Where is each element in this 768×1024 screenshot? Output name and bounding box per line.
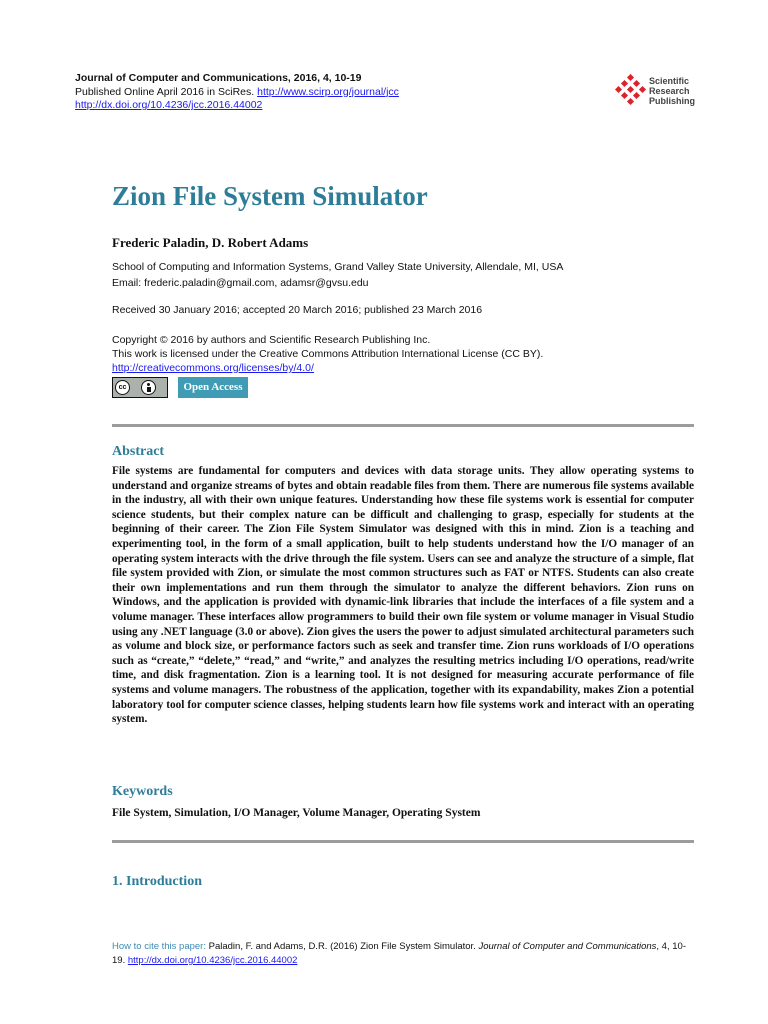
open-access-badge[interactable]: Open Access — [178, 377, 248, 398]
cite-text: Paladin, F. and Adams, D.R. (2016) Zion File System Simulator. — [206, 941, 479, 952]
paper-authors: Frederic Paladin, D. Robert Adams — [112, 235, 309, 250]
doi-line — [75, 99, 399, 113]
published-line — [75, 86, 399, 100]
keywords-heading: Keywords — [112, 784, 173, 799]
copyright-block — [112, 333, 543, 375]
affiliation-block — [112, 259, 563, 291]
abstract-text: File systems are fundamental for computers and devices with data storage units. They allow operating systems to understand and organize streams of bytes and obtain readable files from them. There are numerous file systems available in the industry, all with their own unique features. Understanding how these file systems work is essential for computer science students, but their complex nature can be difficult and challenging to grasp, especially for students at the beginning of their career. The Zion File System Simulator was designed with this in mind. Zion is a teaching and experimenting tool, in the form of a small application, built to help students understand how the I/O manager of an operating system interacts with the drive through the file system. Users can see and analyze the structure of a simple, flat file system provided with Zion, or simulate the most common structures such as FAT or NTFS. Students can also create their own implementations and run them through the simulator to analyze the different behaviors. Zion runs on Windows, and the application is provided with dynamic-link libraries that include the interfaces of a file system and a volume manager. These interfaces allow programmers to build their own file system or volume manager in Visual Studio using any .NET language (3.0 or above). Zion gives the users the power to adjust simulated architectural parameters such as volume and block size, or performance factors such as seek and transfer time. Zion runs workloads of I/O operations such as “create,” “delete,” “read,” and “write,” and analyzes the resulting metrics including I/O operations, read/write time, and disk fragmentation. Zion is a learning tool. It is not designed for measuring accurate performance of file systems and volume managers. The robustness of the application, together with its expandability, makes Zion a potential laboratory tool for computer science classes, helping students learn how file systems work and interact with an operating system. — [112, 465, 694, 726]
cite-rest: , 4, 10-19. — [112, 941, 686, 966]
license-url-line — [112, 361, 543, 375]
copyright-line: Copyright © 2016 by authors and Scientific Research Publishing Inc. — [112, 334, 431, 346]
scirp-logo[interactable] — [615, 74, 710, 114]
paper-title: Zion File System Simulator — [112, 181, 428, 211]
introduction-heading: 1. Introduction — [112, 874, 202, 889]
abstract-heading: Abstract — [112, 444, 165, 459]
scirp-logo-text — [649, 76, 695, 106]
affiliation: School of Computing and Information Systems, Grand Valley State University, Allendale, MI, USA — [112, 261, 564, 273]
license-link[interactable]: http://creativecommons.org/licenses/by/4.0/ — [112, 362, 314, 374]
cite-journal: Journal of Computer and Communications — [478, 941, 657, 952]
scirp-logo-icon — [615, 74, 647, 106]
divider-bottom — [112, 840, 694, 843]
received-dates: Received 30 January 2016; accepted 20 March 2016; published 23 March 2016 — [112, 304, 483, 316]
cc-icon: cc — [115, 380, 130, 395]
cite-doi-link[interactable]: http://dx.doi.org/10.4236/jcc.2016.44002 — [127, 955, 298, 966]
cite-block — [112, 940, 694, 968]
logo-line3: Publishing — [649, 96, 695, 106]
license-line: This work is licensed under the Creative Commons Attribution International License (CC BY). — [112, 348, 544, 360]
logo-line1: Scientific — [649, 76, 690, 86]
by-person-icon — [141, 380, 156, 395]
cite-label: How to cite this paper: — [112, 941, 206, 952]
doi-link[interactable]: http://dx.doi.org/10.4236/jcc.2016.44002 — [75, 99, 263, 111]
journal-citation: Journal of Computer and Communications, 2016, 4, 10-19 — [75, 72, 362, 84]
keywords-text: File System, Simulation, I/O Manager, Volume Manager, Operating System — [112, 807, 481, 819]
divider-top — [112, 424, 694, 427]
cc-by-badge[interactable] — [112, 377, 168, 398]
published-prefix: Published Online April 2016 in SciRes. — [75, 85, 258, 98]
journal-link[interactable]: http://www.scirp.org/journal/jcc — [257, 85, 399, 98]
email: Email: frederic.paladin@gmail.com, adamsr@gvsu.edu — [112, 277, 369, 289]
journal-header — [75, 72, 399, 113]
logo-line2: Research — [649, 86, 690, 96]
